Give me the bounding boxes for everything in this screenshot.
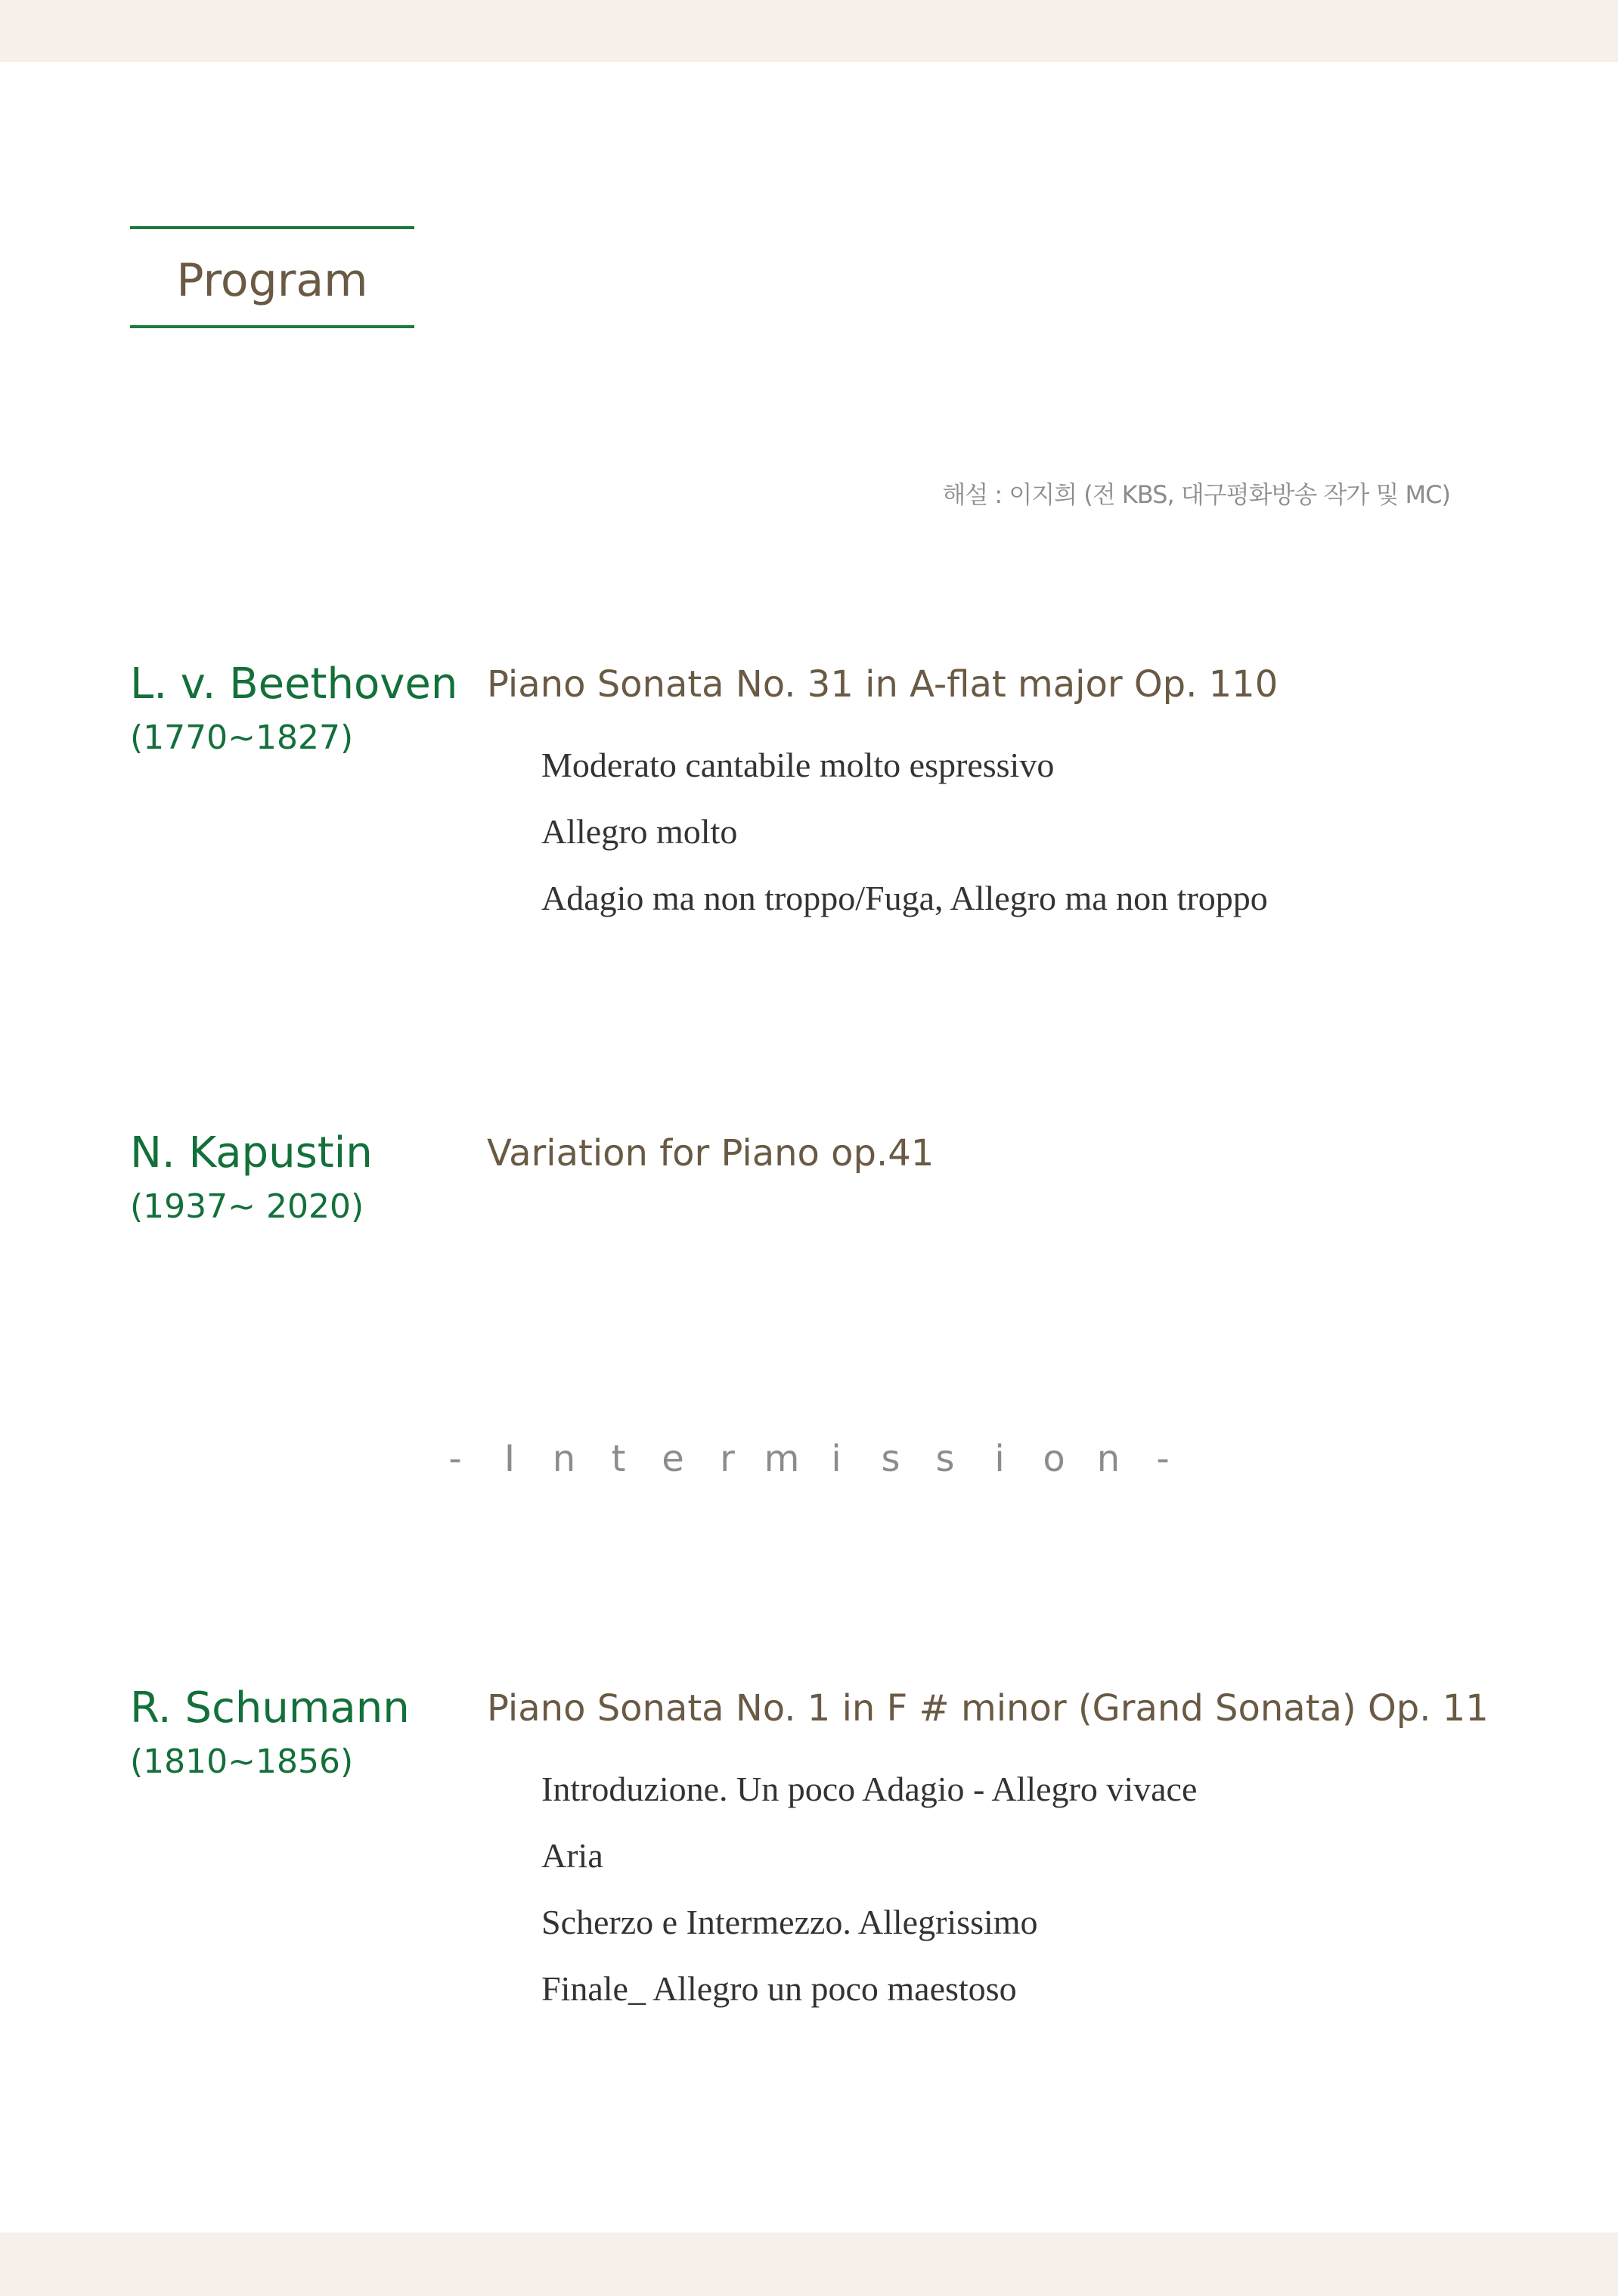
composer-years: (1770~1827)	[130, 718, 354, 757]
intermission-letter: -	[448, 1438, 462, 1480]
title-rule-top	[130, 226, 414, 229]
page-title: Program	[176, 254, 368, 307]
intermission-letter: t	[611, 1438, 626, 1480]
intermission-letter: i	[994, 1438, 1005, 1480]
intermission-text	[428, 1432, 1190, 1485]
work-title: Piano Sonata No. 1 in F # minor (Grand Sonata) Op. 11	[487, 1687, 1489, 1730]
intermission-letter: r	[720, 1438, 735, 1480]
work-title: Piano Sonata No. 31 in A-flat major Op. 110	[487, 663, 1279, 706]
intermission-label	[0, 1432, 1618, 1485]
movement-item: Allegro molto	[541, 812, 738, 851]
intermission-letter: e	[662, 1438, 684, 1480]
composer-name: N. Kapustin	[130, 1128, 373, 1177]
bottom-band	[0, 2232, 1618, 2296]
movement-item: Aria	[541, 1836, 603, 1875]
movement-item: Introduzione. Un poco Adagio - Allegro vivace	[541, 1770, 1198, 1808]
composer-name: L. v. Beethoven	[130, 659, 458, 709]
program-item-kapustin	[0, 1127, 1618, 1248]
intermission-letter: n	[552, 1438, 576, 1480]
intermission-letter: i	[831, 1438, 842, 1480]
top-band	[0, 0, 1618, 62]
intermission-letter: o	[1043, 1438, 1065, 1480]
commentary-credit: 해설 : 이지희 (전 KBS, 대구평화방송 작가 및 MC)	[942, 480, 1450, 509]
movement-item: Moderato cantabile molto espressivo	[541, 746, 1055, 784]
intermission-letter: s	[935, 1438, 955, 1480]
movement-item: Scherzo e Intermezzo. Allegrissimo	[541, 1903, 1038, 1941]
composer-years: (1937~ 2020)	[130, 1187, 364, 1226]
intermission-letter: s	[881, 1438, 900, 1480]
intermission-letter: -	[1156, 1438, 1170, 1480]
work-title: Variation for Piano op.41	[487, 1132, 935, 1174]
program-item-schumann	[0, 1682, 1618, 2030]
composer-years: (1810~1856)	[130, 1742, 354, 1781]
movement-item: Adagio ma non troppo/Fuga, Allegro ma non troppo	[541, 879, 1268, 917]
program-item-beethoven	[0, 658, 1618, 930]
intermission-letter: I	[504, 1438, 516, 1480]
movement-item: Finale_ Allegro un poco maestoso	[541, 1969, 1017, 2008]
title-rule-bottom	[130, 325, 414, 328]
movement-list	[541, 1756, 1197, 2022]
intermission-letter: m	[764, 1438, 800, 1480]
composer-name: R. Schumann	[130, 1683, 410, 1733]
movement-list	[541, 732, 1268, 932]
intermission-letter: n	[1096, 1438, 1121, 1480]
